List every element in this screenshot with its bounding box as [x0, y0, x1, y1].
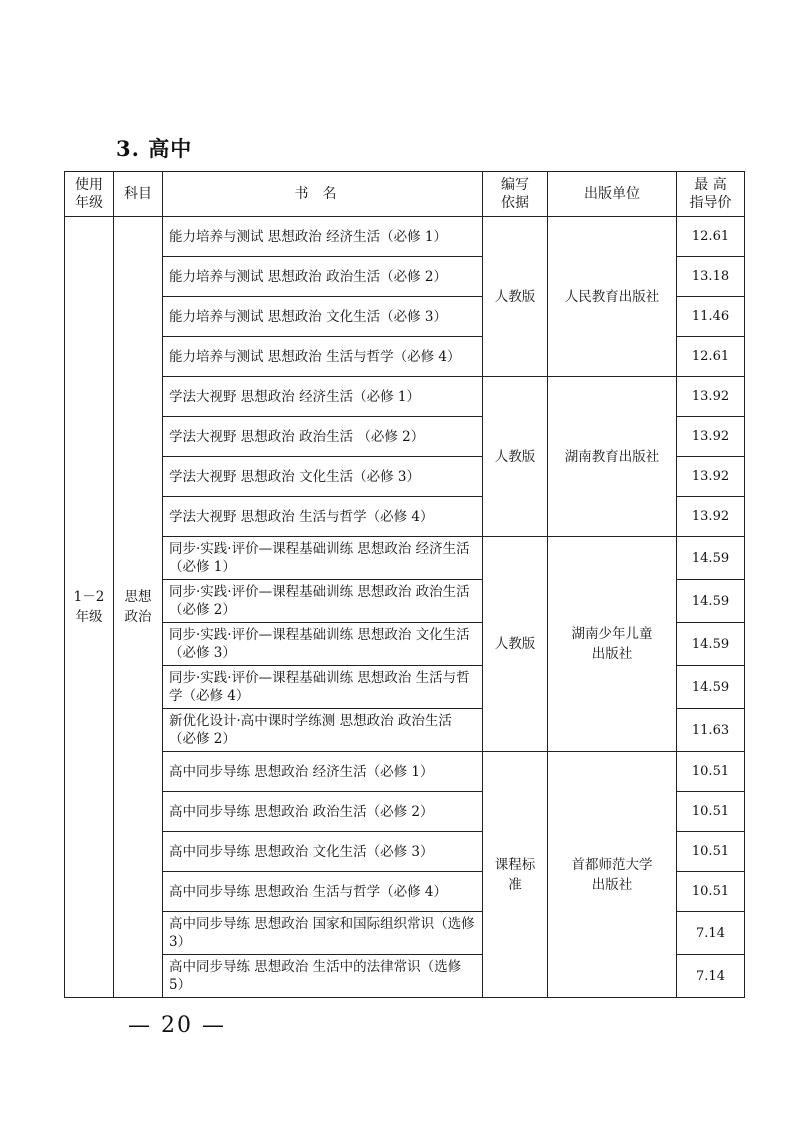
publisher-cell: 湖南教育出版社	[548, 377, 677, 537]
book-title: 高中同步导练 思想政治 生活与哲学（必修 4）	[163, 872, 483, 912]
book-title: 新优化设计·高中课时学练测 思想政治 政治生活 （必修 2）	[163, 709, 483, 752]
textbook-price-table	[64, 171, 745, 998]
header-basis: 编写 依据	[483, 172, 548, 217]
publisher-cell: 湖南少年儿童 出版社	[548, 537, 677, 752]
book-price: 11.46	[677, 297, 745, 337]
table-header-row	[65, 172, 745, 217]
page-number: — 20 —	[128, 1013, 226, 1038]
book-price: 14.59	[677, 580, 745, 623]
header-grade: 使用 年级	[65, 172, 114, 217]
header-subject: 科目	[114, 172, 163, 217]
book-price: 7.14	[677, 955, 745, 998]
book-title: 同步·实践·评价—课程基础训练 思想政治 政治生活（必修 2）	[163, 580, 483, 623]
basis-cell: 课程标准	[483, 752, 548, 998]
book-price: 10.51	[677, 872, 745, 912]
subject-cell: 思想 政治	[114, 217, 163, 998]
book-title: 高中同步导练 思想政治 国家和国际组织常识（选修 3）	[163, 912, 483, 955]
book-price: 11.63	[677, 709, 745, 752]
book-title: 能力培养与测试 思想政治 政治生活（必修 2）	[163, 257, 483, 297]
book-price: 10.51	[677, 752, 745, 792]
book-price: 12.61	[677, 337, 745, 377]
book-title: 同步·实践·评价—课程基础训练 思想政治 文化生活（必修 3）	[163, 623, 483, 666]
book-price: 10.51	[677, 832, 745, 872]
book-title: 能力培养与测试 思想政治 生活与哲学（必修 4）	[163, 337, 483, 377]
book-title: 能力培养与测试 思想政治 文化生活（必修 3）	[163, 297, 483, 337]
book-price: 13.92	[677, 457, 745, 497]
table-row	[65, 377, 745, 417]
book-title: 学法大视野 思想政治 文化生活（必修 3）	[163, 457, 483, 497]
book-price: 14.59	[677, 537, 745, 580]
table-row	[65, 752, 745, 792]
book-price: 12.61	[677, 217, 745, 257]
basis-cell: 人教版	[483, 217, 548, 377]
table-row	[65, 537, 745, 580]
book-price: 14.59	[677, 666, 745, 709]
book-title: 学法大视野 思想政治 生活与哲学（必修 4）	[163, 497, 483, 537]
basis-cell: 人教版	[483, 537, 548, 752]
book-title: 高中同步导练 思想政治 生活中的法律常识（选修 5）	[163, 955, 483, 998]
section-title: 3. 高中	[116, 136, 193, 161]
basis-cell: 人教版	[483, 377, 548, 537]
book-price: 13.92	[677, 497, 745, 537]
publisher-cell: 首都师范大学 出版社	[548, 752, 677, 998]
book-title: 高中同步导练 思想政治 文化生活（必修 3）	[163, 832, 483, 872]
book-title: 同步·实践·评价—课程基础训练 思想政治 生活与哲学（必修 4）	[163, 666, 483, 709]
book-title: 学法大视野 思想政治 经济生活（必修 1）	[163, 377, 483, 417]
book-title: 高中同步导练 思想政治 政治生活（必修 2）	[163, 792, 483, 832]
header-publisher: 出版单位	[548, 172, 677, 217]
book-title: 同步·实践·评价—课程基础训练 思想政治 经济生活（必修 1）	[163, 537, 483, 580]
book-price: 7.14	[677, 912, 745, 955]
header-price: 最 高 指导价	[677, 172, 745, 217]
table-row	[65, 217, 745, 257]
book-price: 13.18	[677, 257, 745, 297]
grade-cell: 1－2 年级	[65, 217, 114, 998]
book-price: 13.92	[677, 377, 745, 417]
book-price: 10.51	[677, 792, 745, 832]
book-price: 13.92	[677, 417, 745, 457]
header-title: 书名	[163, 172, 483, 217]
book-title: 能力培养与测试 思想政治 经济生活（必修 1）	[163, 217, 483, 257]
book-price: 14.59	[677, 623, 745, 666]
book-title: 学法大视野 思想政治 政治生活 （必修 2）	[163, 417, 483, 457]
book-title: 高中同步导练 思想政治 经济生活（必修 1）	[163, 752, 483, 792]
publisher-cell: 人民教育出版社	[548, 217, 677, 377]
